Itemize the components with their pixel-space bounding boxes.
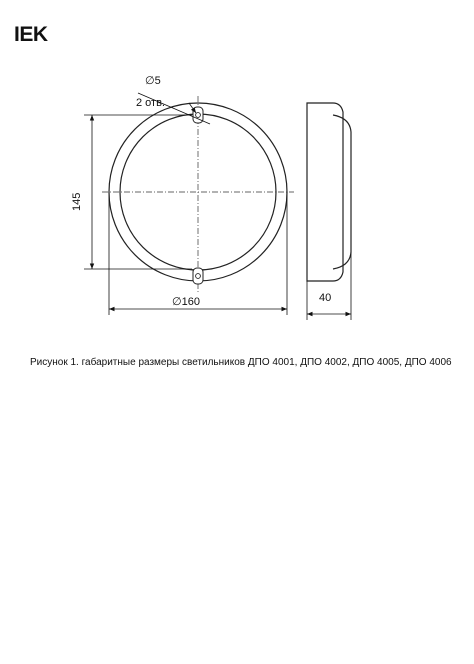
iek-logo: IEK (14, 23, 48, 46)
height-label: 145 (71, 192, 83, 211)
hole-diameter-label: ∅5 (145, 75, 161, 87)
figure-caption: Рисунок 1. габаритные размеры светильников ДПО 4001, ДПО 4002, ДПО 4005, ДПО 4006 (30, 357, 452, 368)
diameter-label: ∅160 (172, 296, 200, 308)
holes-count-label: 2 отв. (136, 97, 165, 109)
depth-label: 40 (319, 292, 332, 304)
side-view (307, 103, 351, 281)
mounting-hole-bottom (193, 268, 203, 284)
